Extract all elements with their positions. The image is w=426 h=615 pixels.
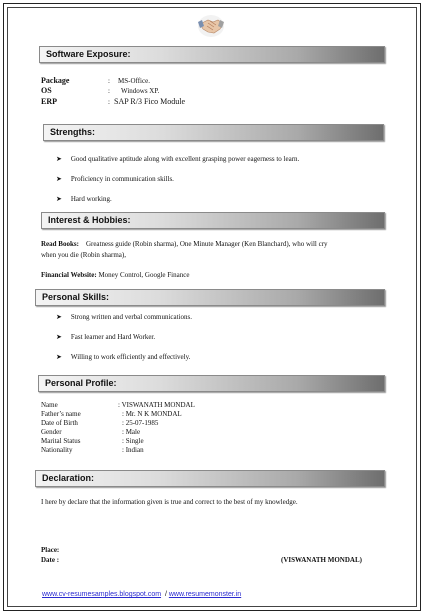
software-sep: : (108, 87, 110, 95)
skill-text: Strong written and verbal communications. (70, 313, 192, 321)
list-item (56, 175, 174, 184)
list-item (56, 313, 192, 322)
software-key: OS (41, 86, 52, 95)
software-value: Windows XP. (121, 87, 160, 95)
software-value: SAP R/3 Fico Module (114, 97, 186, 106)
arrow-bullet-icon: ➤ (56, 333, 62, 341)
financial-website-value: Money Control, Google Finance (98, 271, 190, 279)
page-border (3, 3, 421, 611)
list-item (56, 353, 190, 362)
arrow-bullet-icon: ➤ (56, 313, 62, 321)
read-books-continuation: when you die (Robin sharma), (41, 251, 126, 259)
section-header-profile: Personal Profile: (38, 375, 385, 392)
arrow-bullet-icon: ➤ (56, 155, 62, 163)
page-inner-border (7, 7, 417, 607)
software-sep: : (108, 98, 110, 106)
section-header-skills: Personal Skills: (35, 289, 385, 306)
profile-value: : VISWANATH MONDAL (118, 401, 195, 409)
profile-key: Name (41, 401, 58, 409)
skill-text: Fast learner and Hard Worker. (70, 333, 156, 341)
profile-value: : Single (122, 437, 144, 445)
section-header-strengths: Strengths: (43, 124, 384, 141)
read-books-line (41, 240, 328, 249)
strength-text: Good qualitative aptitude along with excellent grasping power eagerness to learn. (70, 155, 300, 163)
software-sep: : (108, 77, 110, 85)
skill-text: Willing to work efficiently and effectively. (70, 353, 191, 361)
profile-value: : Male (122, 428, 141, 436)
strength-text: Proficiency in communication skills. (70, 175, 174, 183)
date-label: Date : (41, 556, 60, 564)
signature-name: (VISWANATH MONDAL) (281, 556, 362, 564)
software-key: Package (41, 76, 70, 85)
section-header-software: Software Exposure: (39, 46, 385, 63)
section-header-declaration: Declaration: (35, 470, 385, 487)
financial-website-line (41, 271, 189, 280)
profile-value: : Indian (122, 446, 144, 454)
list-item (56, 333, 155, 342)
software-key: ERP (41, 97, 57, 106)
list-item (56, 195, 112, 204)
arrow-bullet-icon: ➤ (56, 195, 62, 203)
arrow-bullet-icon: ➤ (56, 175, 62, 183)
read-books-value: Greatness guide (Robin sharma), One Minute Manager (Ken Blanchard), who will cry (85, 240, 328, 248)
profile-key: Marital Status (41, 437, 81, 445)
profile-key: Father’s name (41, 410, 81, 418)
footer-link-cv-resumesamples[interactable]: www.cv-resumesamples.blogspot.com (42, 591, 162, 598)
profile-key: Gender (41, 428, 62, 436)
profile-value: : 25-07-1985 (122, 419, 159, 427)
place-label: Place: (41, 546, 60, 554)
read-books-label: Read Books: (41, 240, 79, 248)
handshake-logo-icon (196, 12, 226, 40)
footer-separator: / (164, 591, 167, 598)
footer-links (42, 591, 241, 598)
section-header-interest: Interest & Hobbies: (41, 212, 385, 229)
financial-website-label: Financial Website: (41, 271, 97, 279)
profile-key: Date of Birth (41, 419, 78, 427)
footer-link-resumemonster[interactable]: www.resumemonster.in (168, 591, 242, 598)
arrow-bullet-icon: ➤ (56, 353, 62, 361)
strength-text: Hard working. (70, 195, 112, 203)
declaration-text: I here by declare that the information given is true and correct to the best of my knowledge. (41, 498, 298, 506)
profile-key: Nationality (41, 446, 73, 454)
list-item (56, 155, 299, 164)
software-value: MS-Office. (118, 77, 150, 85)
profile-value: : Mr. N K MONDAL (122, 410, 182, 418)
